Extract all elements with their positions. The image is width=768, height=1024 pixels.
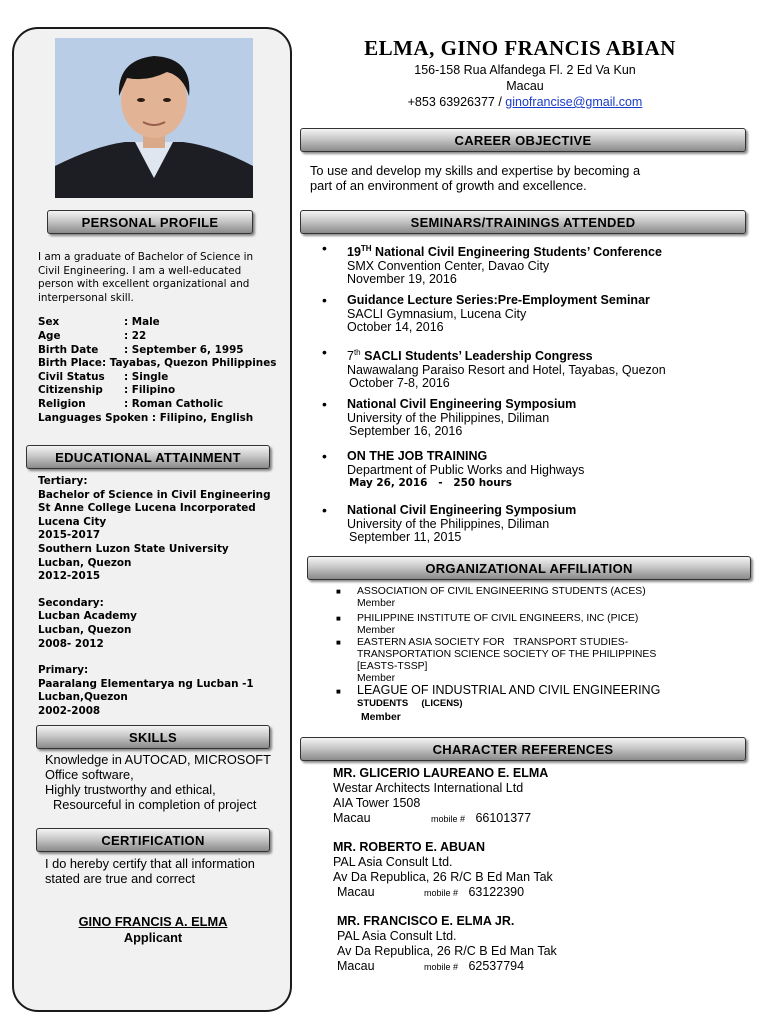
org-name: LEAGUE OF INDUSTRIAL AND CIVIL ENGINEERING xyxy=(357,683,661,697)
reference-company: PAL Asia Consult Ltd. xyxy=(333,855,453,869)
reference-item xyxy=(333,840,553,901)
square-bullet-icon: ■ xyxy=(336,638,341,647)
reference-item xyxy=(333,766,548,827)
detail-civil-status: Civil Status : Single xyxy=(38,370,169,383)
references-header: CHARACTER REFERENCES xyxy=(300,737,746,761)
education-line: Bachelor of Science in Civil Engineering xyxy=(38,488,271,501)
seminar-date: September 16, 2016 xyxy=(349,424,463,439)
education-line: 2015-2017 xyxy=(38,529,101,542)
education-line: Lucban Academy xyxy=(38,610,137,623)
certification-line: I do hereby certify that all information xyxy=(45,856,255,871)
seminar-date: October 14, 2016 xyxy=(347,320,444,335)
contact-line xyxy=(300,94,750,110)
certification-header: CERTIFICATION xyxy=(36,828,270,852)
education-line: Lucban, Quezon xyxy=(38,623,132,636)
seminar-place: Nawawalang Paraiso Resort and Hotel, Tayabas, Quezon xyxy=(347,362,666,377)
bullet-icon: • xyxy=(322,240,327,256)
seminar-place: University of the Philippines, Diliman xyxy=(347,516,550,531)
seminar-item: National Civil Engineering Symposium University of the Philippines, Diliman September 16, 2016 xyxy=(347,397,577,439)
skills-header: SKILLS xyxy=(36,725,270,749)
org-name: STUDENTS (LICENS) xyxy=(357,698,463,709)
educational-attainment-header: EDUCATIONAL ATTAINMENT xyxy=(26,445,270,469)
reference-name: MR. ROBERTO E. ABUAN xyxy=(333,840,486,854)
address-line1: 156-158 Rua Alfandega Fl. 2 Ed Va Kun xyxy=(414,63,636,77)
seminar-item: ON THE JOB TRAINING Department of Public Works and Highways May 26, 2016 - 250 hours xyxy=(347,449,585,490)
reference-contact: Macau mobile # 62537794 xyxy=(337,959,525,973)
org-item xyxy=(336,637,657,685)
detail-religion: Religion : Roman Catholic xyxy=(38,397,224,410)
org-name: PHILIPPINE INSTITUTE OF CIVIL ENGINEERS, INC (PICE) xyxy=(357,613,639,624)
org-role: Member xyxy=(357,625,396,636)
reference-address: Av Da Republica, 26 R/C B Ed Man Tak xyxy=(333,870,553,884)
org-name: EASTERN ASIA SOCIETY FOR TRANSPORT STUDIES- xyxy=(357,637,629,648)
seminar-date: September 11, 2015 xyxy=(349,530,462,545)
objective-text xyxy=(310,163,750,193)
detail-languages: Languages Spoken : Filipino, English xyxy=(38,411,254,424)
seminar-date: October 7-8, 2016 xyxy=(349,376,450,391)
reference-contact: Macau mobile # 63122390 xyxy=(337,885,525,899)
reference-address: Av Da Republica, 26 R/C B Ed Man Tak xyxy=(337,944,557,958)
address-line2: Macau xyxy=(506,79,544,93)
phone: +853 63926377 / xyxy=(407,95,506,109)
email-link[interactable]: ginofrancise@gmail.com xyxy=(505,95,643,109)
org-name: TRANSPORTATION SCIENCE SOCIETY OF THE PHILIPPINES xyxy=(357,649,657,660)
detail-sex: Sex : Male xyxy=(38,316,160,329)
seminar-place: University of the Philippines, Diliman xyxy=(347,410,550,425)
seminar-place: Department of Public Works and Highways xyxy=(347,462,585,477)
org-name: ASSOCIATION OF CIVIL ENGINEERING STUDENTS (ACES) xyxy=(357,586,646,597)
reference-name: MR. GLICERIO LAUREANO E. ELMA xyxy=(333,766,549,780)
seminar-item: Guidance Lecture Series:Pre-Employment Seminar SACLI Gymnasium, Lucena City October 14, 2016 xyxy=(347,293,650,335)
reference-name: MR. FRANCISCO E. ELMA JR. xyxy=(337,914,515,928)
reference-contact: Macau mobile # 66101377 xyxy=(333,811,532,825)
bullet-icon: • xyxy=(322,344,327,360)
bullet-icon: • xyxy=(322,396,327,412)
seminar-date: May 26, 2016 - 250 hours xyxy=(349,477,512,490)
education-line: Lucena City xyxy=(38,515,107,528)
org-item xyxy=(336,613,639,637)
education-line: Southern Luzon State University xyxy=(38,542,229,555)
education-line: 2012-2015 xyxy=(38,570,101,583)
seminar-date: November 19, 2016 xyxy=(347,272,457,287)
bullet-icon: • xyxy=(322,502,327,518)
reference-company: Westar Architects International Ltd xyxy=(333,781,524,795)
education-line: 2002-2008 xyxy=(38,704,101,717)
seminar-item: 19TH National Civil Engineering Students’ Conference SMX Convention Center, Davao City November 19, 2016 xyxy=(347,244,662,287)
seminar-item: National Civil Engineering Symposium University of the Philippines, Diliman September 11, 2015 xyxy=(347,503,577,545)
seminar-place: SMX Convention Center, Davao City xyxy=(347,258,550,273)
square-bullet-icon: ■ xyxy=(336,587,341,596)
detail-age: Age : 22 xyxy=(38,329,147,342)
education-line: Lucban,Quezon xyxy=(38,691,128,704)
seminar-place: SACLI Gymnasium, Lucena City xyxy=(347,306,527,321)
objective-line: part of an environment of growth and excellence. xyxy=(310,178,587,193)
org-role: Member xyxy=(357,598,396,609)
reference-item xyxy=(337,914,557,975)
education-line: St Anne College Lucena Incorporated xyxy=(38,502,256,515)
career-objective-header: CAREER OBJECTIVE xyxy=(300,128,746,152)
bullet-icon: • xyxy=(322,292,327,308)
org-item xyxy=(336,683,661,726)
profile-intro-line: person with excellent organizational and xyxy=(38,278,250,291)
certification-line: stated are true and correct xyxy=(45,871,196,886)
detail-birth-place: Birth Place: Tayabas, Quezon Philippines xyxy=(38,357,277,370)
skill-item: Knowledge in AUTOCAD, MICROSOFT xyxy=(45,752,271,767)
skill-item: Highly trustworthy and ethical, xyxy=(45,782,216,797)
org-item xyxy=(336,586,646,610)
certification-text xyxy=(45,856,285,886)
profile-intro-line: Civil Engineering. I am a well-educated xyxy=(38,264,242,277)
signer-role: Applicant xyxy=(123,930,183,945)
education-line: Paaralang Elementarya ng Lucban -1 xyxy=(38,677,254,690)
personal-profile-header: PERSONAL PROFILE xyxy=(47,210,253,234)
secondary-label: Secondary: xyxy=(38,596,104,609)
square-bullet-icon: ■ xyxy=(336,614,341,623)
profile-section xyxy=(38,251,283,425)
seminar-item: 7th SACLI Students’ Leadership Congress Nawawalang Paraiso Resort and Hotel, Tayabas, Quezon October 7-8, 2016 xyxy=(347,348,666,391)
education-section xyxy=(38,475,288,719)
education-line: Lucban, Quezon xyxy=(38,556,132,569)
bullet-icon: • xyxy=(322,448,327,464)
reference-address: AIA Tower 1508 xyxy=(333,796,421,810)
education-line: 2008- 2012 xyxy=(38,637,104,650)
seminars-header: SEMINARS/TRAININGS ATTENDED xyxy=(300,210,746,234)
objective-line: To use and develop my skills and expertise by becoming a xyxy=(310,163,641,178)
profile-intro-line: I am a graduate of Bachelor of Science in xyxy=(38,251,254,263)
detail-birth-date: Birth Date : September 6, 1995 xyxy=(38,343,244,356)
org-role: Member xyxy=(361,712,401,723)
profile-intro-line: interpersonal skill. xyxy=(38,291,134,304)
detail-citizenship: Citizenship : Filipino xyxy=(38,384,176,397)
primary-label: Primary: xyxy=(38,664,89,677)
square-bullet-icon: ■ xyxy=(336,687,341,696)
applicant-name: ELMA, GINO FRANCIS ABIAN xyxy=(364,36,676,60)
signer-name: GINO FRANCIS A. ELMA xyxy=(78,914,228,929)
signature-block xyxy=(36,914,270,946)
org-name: [EASTS-TSSP] xyxy=(357,661,428,672)
organizational-header: ORGANIZATIONAL AFFILIATION xyxy=(307,556,751,580)
skill-item: Resourceful in completion of project xyxy=(53,797,257,812)
reference-company: PAL Asia Consult Ltd. xyxy=(337,929,457,943)
profile-photo xyxy=(55,38,253,198)
org-role: Member xyxy=(357,673,396,684)
skills-list xyxy=(45,752,293,812)
tertiary-label: Tertiary: xyxy=(38,475,88,487)
skill-item: Office software, xyxy=(45,767,134,782)
